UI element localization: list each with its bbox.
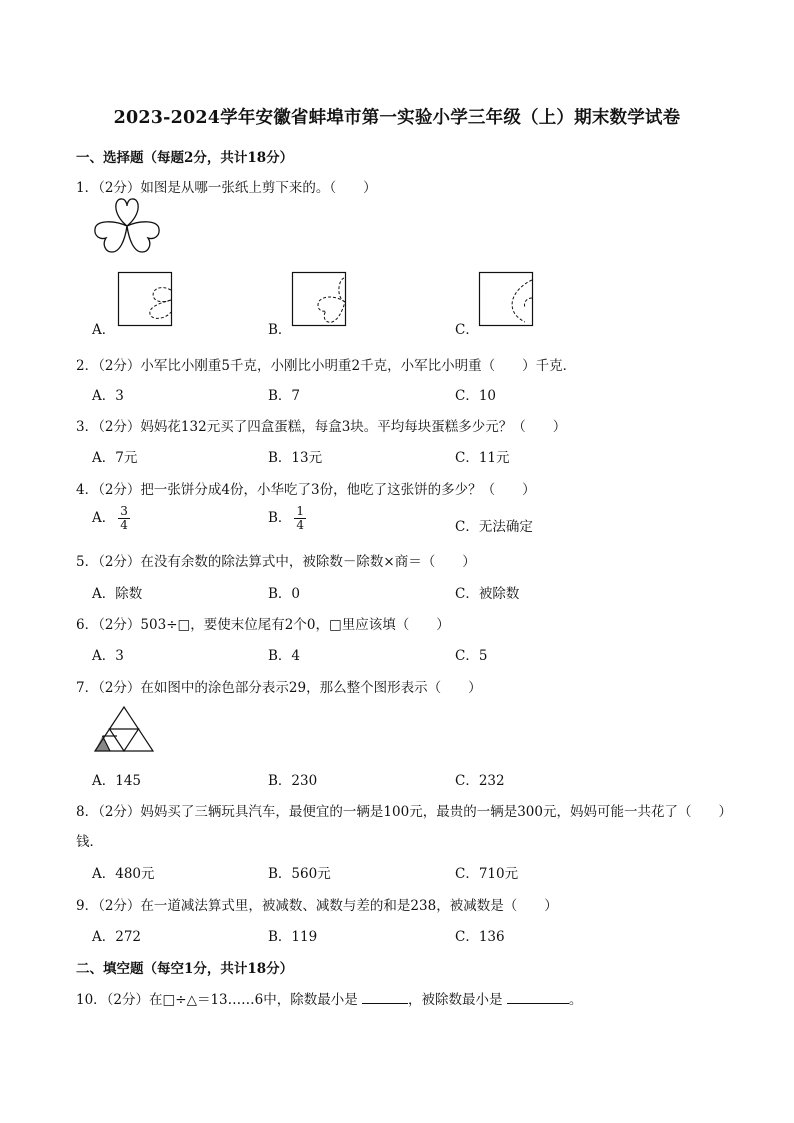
q1-option-a-figure[interactable] bbox=[118, 272, 172, 326]
section-heading-choice: 一、选择题（每题2分，共计18分） bbox=[76, 150, 294, 166]
question-5: 5．（2分）在没有余数的除法算式中，被除数－除数×商＝（ ） bbox=[76, 554, 476, 570]
q7-option-b[interactable]: B．230 bbox=[268, 773, 318, 789]
answer-blank-divisor[interactable] bbox=[362, 1003, 408, 1004]
q4-option-a-label: A． bbox=[92, 510, 116, 526]
q1-option-b[interactable]: B． bbox=[268, 322, 292, 338]
q7-option-a[interactable]: A．145 bbox=[92, 773, 142, 789]
q9-option-a[interactable]: A．272 bbox=[92, 929, 142, 945]
q3-option-b[interactable]: B．13元 bbox=[268, 450, 323, 466]
q5-option-b[interactable]: B．0 bbox=[268, 586, 301, 602]
q8-option-a[interactable]: A．480元 bbox=[92, 866, 155, 882]
q2-option-b[interactable]: B．7 bbox=[268, 388, 301, 404]
question-8-text: 8．（2分）妈妈买了三辆玩具汽车，最便宜的一辆是100元，最贵的一辆是300元，妈妈可能一共花了（ ） bbox=[76, 804, 732, 820]
q7-option-c[interactable]: C．232 bbox=[455, 773, 505, 789]
q1-option-a[interactable]: A． bbox=[92, 322, 116, 338]
question-7: 7．（2分）在如图中的涂色部分表示29，那么整个图形表示（ ） bbox=[76, 680, 482, 696]
fraction-numerator: 1 bbox=[296, 504, 305, 518]
answer-blank-dividend[interactable] bbox=[507, 1003, 569, 1004]
q5-option-a[interactable]: A．除数 bbox=[92, 586, 143, 602]
q8-option-c[interactable]: C．710元 bbox=[455, 866, 519, 882]
q2-option-c[interactable]: C．10 bbox=[455, 388, 497, 404]
q1-option-b-figure[interactable] bbox=[292, 272, 346, 326]
q9-option-b[interactable]: B．119 bbox=[268, 929, 318, 945]
fraction-one-quarter bbox=[294, 505, 306, 532]
question-10-text-b: ，被除数最小是 bbox=[408, 992, 503, 1008]
question-4: 4．（2分）把一张饼分成4份，小华吃了3份，他吃了这张饼的多少？（ ） bbox=[76, 482, 536, 498]
question-8 bbox=[76, 800, 732, 850]
q3-option-a[interactable]: A．7元 bbox=[92, 450, 138, 466]
q4-option-b[interactable] bbox=[268, 505, 306, 532]
q5-option-c[interactable]: C．被除数 bbox=[455, 586, 520, 602]
q6-option-b[interactable]: B．4 bbox=[268, 648, 301, 664]
section-heading-fill: 二、填空题（每空1分，共计18分） bbox=[76, 961, 294, 977]
fraction-denominator: 4 bbox=[296, 518, 305, 532]
q1-option-c-figure[interactable] bbox=[479, 272, 533, 326]
q6-option-c[interactable]: C．5 bbox=[455, 648, 488, 664]
q8-option-b[interactable]: B．560元 bbox=[268, 866, 331, 882]
question-3: 3．（2分）妈妈花132元买了四盒蛋糕，每盒3块。平均每块蛋糕多少元？（ ） bbox=[76, 419, 567, 435]
q4-option-a[interactable] bbox=[92, 505, 130, 532]
question-10-text-a: 10．（2分）在□÷△＝13……6中，除数最小是 bbox=[76, 992, 358, 1008]
question-10-text-c: 。 bbox=[568, 992, 583, 1008]
q9-option-c[interactable]: C．136 bbox=[455, 929, 505, 945]
q4-option-c[interactable]: C．无法确定 bbox=[455, 519, 533, 535]
shaded-triangle-figure bbox=[94, 706, 154, 752]
fraction-numerator: 3 bbox=[120, 504, 128, 518]
q1-option-c[interactable]: C． bbox=[455, 322, 479, 338]
clover-figure bbox=[92, 196, 162, 262]
question-8-continuation: 钱． bbox=[76, 834, 103, 850]
question-6: 6．（2分）503÷□，要使末位尾有2个0，□里应该填（ ） bbox=[76, 617, 450, 633]
q3-option-c[interactable]: C．11元 bbox=[455, 450, 510, 466]
page-title: 2023-2024学年安徽省蚌埠市第一实验小学三年级（上）期末数学试卷 bbox=[113, 108, 681, 128]
q4-option-b-label: B． bbox=[268, 510, 292, 526]
question-1: 1．（2分）如图是从哪一张纸上剪下来的。（ ） bbox=[76, 180, 377, 196]
question-2: 2．（2分）小军比小刚重5千克，小刚比小明重2千克，小军比小明重（ ）千克． bbox=[76, 358, 577, 374]
question-10 bbox=[76, 988, 582, 1008]
fraction-three-quarters bbox=[118, 505, 130, 532]
question-9: 9．（2分）在一道减法算式里，被减数、减数与差的和是238，被减数是（ ） bbox=[76, 898, 558, 914]
q2-option-a[interactable]: A．3 bbox=[92, 388, 124, 404]
fraction-denominator: 4 bbox=[120, 518, 128, 532]
q6-option-a[interactable]: A．3 bbox=[92, 648, 124, 664]
